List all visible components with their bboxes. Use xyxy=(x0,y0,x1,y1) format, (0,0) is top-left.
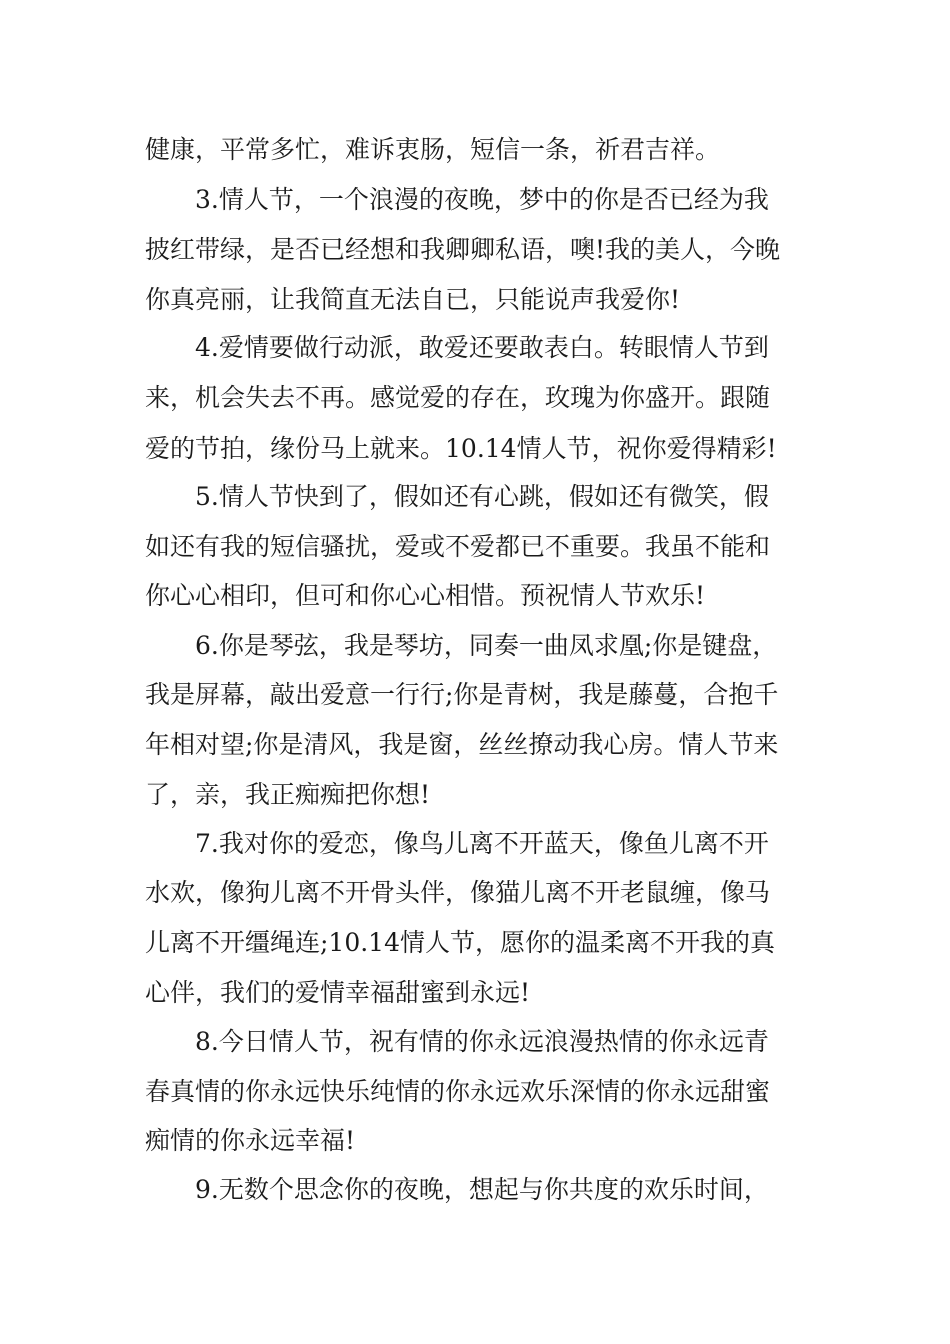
text-line: 如还有我的短信骚扰，爱或不爱都已不重要。我虽不能和 xyxy=(145,532,771,561)
text-line: 年相对望;你是清风，我是窗，丝丝撩动我心房。情人节来 xyxy=(145,730,779,759)
text-line: 7.我对你的爱恋，像鸟儿离不开蓝天，像鱼儿离不开 xyxy=(195,829,769,858)
text-line: 5.情人节快到了，假如还有心跳，假如还有微笑，假 xyxy=(195,482,769,511)
text-line: 我是屏幕，敲出爱意一行行;你是青树，我是藤蔓，合抱千 xyxy=(145,680,779,709)
text-line: 9.无数个思念你的夜晚，想起与你共度的欢乐时间， xyxy=(195,1175,769,1204)
text-line: 你心心相印，但可和你心心相惜。预祝情人节欢乐! xyxy=(145,581,706,610)
text-line: 痴情的你永远幸福! xyxy=(145,1126,356,1155)
text-line: 8.今日情人节，祝有情的你永远浪漫热情的你永远青 xyxy=(195,1027,769,1056)
text-line: 4.爱情要做行动派，敢爱还要敢表白。转眼情人节到 xyxy=(195,333,769,362)
text-line: 爱的节拍，缘份马上就来。10.14情人节，祝你爱得精彩! xyxy=(145,434,777,463)
text-line: 春真情的你永远快乐纯情的你永远欢乐深情的你永远甜蜜 xyxy=(145,1077,771,1106)
text-line: 6.你是琴弦，我是琴坊，同奏一曲凤求凰;你是键盘， xyxy=(195,631,778,660)
text-line: 儿离不开缰绳连;10.14情人节，愿你的温柔离不开我的真 xyxy=(145,928,775,957)
text-line: 来，机会失去不再。感觉爱的存在，玫瑰为你盛开。跟随 xyxy=(145,383,771,412)
text-line: 水欢，像狗儿离不开骨头伴，像猫儿离不开老鼠缠，像马 xyxy=(145,878,771,907)
text-line: 披红带绿，是否已经想和我卿卿私语，噢!我的美人，今晚 xyxy=(145,235,781,264)
text-line: 健康，平常多忙，难诉衷肠，短信一条，祈君吉祥。 xyxy=(145,135,721,164)
text-line: 了，亲，我正痴痴把你想! xyxy=(145,780,431,809)
text-line: 心伴，我们的爱情幸福甜蜜到永远! xyxy=(145,978,531,1007)
text-line: 你真亮丽，让我简直无法自已，只能说声我爱你! xyxy=(145,285,681,314)
text-line: 3.情人节，一个浪漫的夜晚，梦中的你是否已经为我 xyxy=(195,185,769,214)
